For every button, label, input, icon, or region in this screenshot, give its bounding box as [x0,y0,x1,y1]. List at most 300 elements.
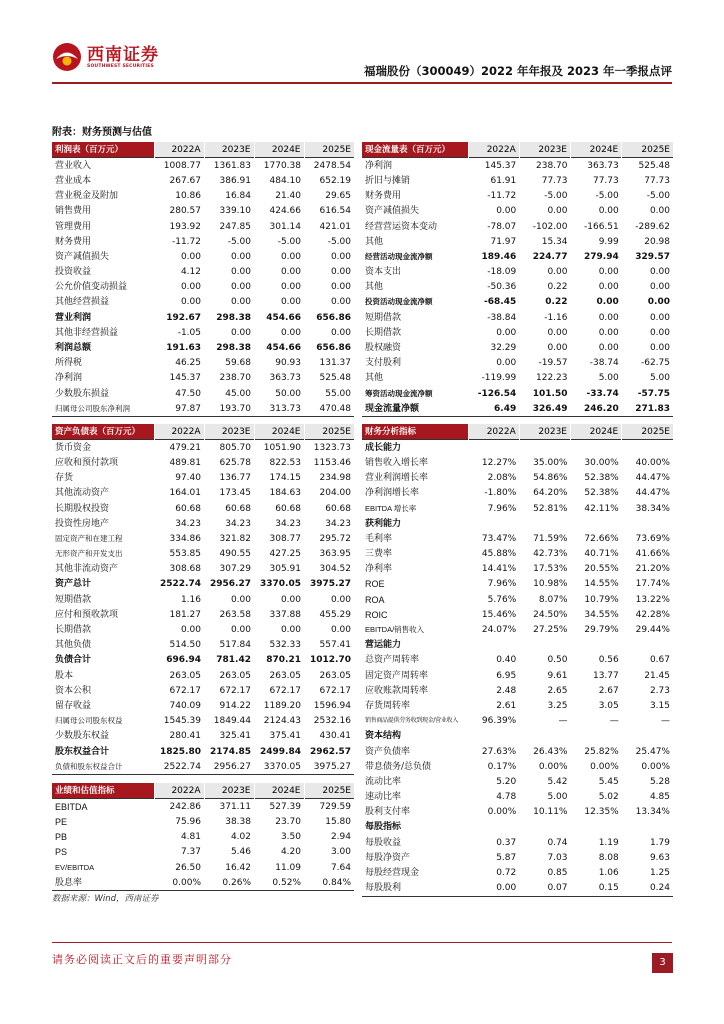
cell-value: 0.07 [519,881,570,897]
cell-value: 386.91 [219,175,251,186]
cell-value [468,638,519,653]
cell-value: -126.54 [477,388,517,399]
cell-value: -1.05 [177,327,201,338]
row-label: 短期借款 [365,312,402,323]
page-number: 3 [652,953,673,973]
cell-value: 0.00 [330,267,351,278]
row-label: 带息债务/总负债 [365,761,432,772]
cell-value: 914.22 [219,700,251,711]
report-title: 福瑞股份（300049）2022 年年报及 2023 年一季报点评 [363,64,672,78]
cell-value: 9.61 [547,670,568,681]
cell-value: 42.28% [635,609,670,620]
cell-value: 5.45 [598,776,619,787]
row-label: PE [55,816,68,827]
table-row [362,607,673,622]
cell-value: -5.00 [327,236,351,247]
cell-value: 224.77 [532,251,568,262]
row-label: 资产负债率 [365,746,411,757]
row-label: 流动比率 [365,776,402,787]
table-row [362,562,673,577]
cell-value: 0.00 [547,343,568,354]
column-header: 2023E [519,424,570,440]
table-row [52,310,354,325]
cell-value [622,638,673,653]
cell-value: 263.05 [219,670,251,681]
cell-value: 263.58 [219,609,251,620]
cell-value: 27.25% [533,625,568,636]
table-row [52,683,354,698]
cell-value: 34.23 [275,518,301,529]
cell-value: 4.81 [180,832,201,843]
cell-value: 321.82 [219,533,251,544]
table-row [362,173,673,188]
table-row [362,835,673,850]
column-header: 2025E [304,142,354,158]
table-row [52,295,354,310]
cell-value: 267.67 [169,175,201,186]
table-title: 资产负债表（百万元） [52,424,154,440]
cell-value: 0.37 [496,837,517,848]
cell-value: 672.17 [219,685,251,696]
cell-value: 263.05 [169,670,201,681]
cell-value: 532.33 [269,640,301,651]
cell-value: 0.00 [280,267,301,278]
cell-value: 0.00 [230,594,251,605]
cell-value: 7.96% [487,503,517,514]
cell-value: 0.00 [468,881,519,897]
cell-value: -38.84 [487,312,517,323]
row-label: 资产减值损失 [55,251,110,262]
cell-value: 164.01 [169,488,201,499]
row-label: ROE [365,579,385,590]
cell-value: 59.68 [225,358,251,369]
row-label: 经营营运资本变动 [365,221,438,232]
cell-value: 0.00 [649,282,670,293]
cell-value: 247.85 [219,221,251,232]
cell-value: 21.45 [644,670,670,681]
cell-value: 8.07% [538,594,568,605]
cell-value: 24.07% [481,625,517,636]
cell-value: -68.45 [484,297,517,308]
cell-value: 0.00 [180,251,201,262]
table-row [52,653,354,668]
table-row [362,371,673,386]
row-label: 其他 [365,282,384,293]
row-label: 其他 [365,373,384,384]
cell-value: -1.80% [484,488,517,499]
column-header: 2022A [154,142,204,158]
header-divider [52,82,672,84]
cell-value: 371.11 [204,799,254,815]
cell-value: 301.14 [269,221,301,232]
cell-value: 60.68 [175,503,201,514]
table-row [52,814,354,829]
cell-value: 263.05 [269,670,301,681]
row-label: 财务费用 [365,191,402,202]
cell-value: 672.17 [319,685,351,696]
cell-value: 0.84% [304,875,354,891]
table-row [362,547,673,562]
cell-value: 490.55 [219,549,251,560]
cell-value: 246.20 [571,401,622,417]
row-label: 毛利率 [365,533,393,544]
cell-value: -11.72 [171,236,201,247]
cell-value [571,729,622,744]
cell-value: 61.91 [490,175,517,186]
row-label: 营运能力 [365,640,402,651]
cell-value: 0.00 [330,251,351,262]
table-row [362,189,673,204]
balance-sheet-table [52,424,354,775]
cell-value: 5.00 [649,373,670,384]
cell-value [519,820,570,835]
row-label: 净利润 [55,373,83,384]
cell-value: 1189.20 [263,700,301,711]
cell-value: -166.51 [584,221,619,232]
cell-value: 454.66 [266,312,301,323]
cell-value: 0.00 [330,625,351,636]
cell-value: 5.00 [598,373,619,384]
cell-value: 27.63% [481,746,517,757]
cell-value: 271.83 [622,401,673,417]
cell-value: 4.02 [230,832,251,843]
cell-value: 652.19 [319,175,351,186]
table-row [362,577,673,592]
logo-name-cn: 西南证券 [87,44,159,65]
cell-value: 0.50 [547,655,568,666]
cell-value: 25.47% [635,746,670,757]
cell-value: 60.68 [325,503,351,514]
column-header: 2024E [254,783,304,799]
cell-value: 0.67 [649,655,670,666]
cell-value: 35.00% [533,457,568,468]
cell-value: 17.74% [635,579,670,590]
cell-value: 2.65 [547,685,568,696]
cell-value: 0.00 [598,343,619,354]
row-label: 投资收益 [55,267,92,278]
table-row [52,744,354,759]
column-header: 2023E [204,783,254,799]
table-row [362,759,673,774]
row-label: 每股净资产 [365,852,411,863]
table-row [362,850,673,865]
row-label: 销售收入增长率 [365,457,429,468]
cell-value: 47.50 [175,388,201,399]
row-label: 每股指标 [365,822,402,833]
table-row [52,401,354,417]
cell-value: 0.00 [649,267,670,278]
row-label: 净利率 [365,564,393,575]
cell-value: 0.00 [598,282,619,293]
cell-value: 44.47% [635,473,670,484]
cell-value: 13.77 [592,670,619,681]
row-label: 长期借款 [55,625,92,636]
cell-value: 0.00% [538,761,568,772]
cell-value: 3975.27 [304,759,354,775]
table-row [52,562,354,577]
column-header: 2023E [204,142,254,158]
cell-value: 0.72 [496,868,517,879]
income-statement-table [52,142,354,417]
table-row [52,234,354,249]
table-header-row [362,142,673,158]
cell-value: 73.69% [635,533,670,544]
cell-value: 9.99 [598,236,619,247]
cell-value: 5.46 [230,847,251,858]
row-label: 其他负债 [55,640,92,651]
cell-value: 6.49 [468,401,519,417]
cell-value: 455.29 [319,609,351,620]
row-label: 投资活动现金流净额 [365,297,433,307]
table-row [52,799,354,815]
cell-value: 90.93 [275,358,301,369]
cell-value: 71.59% [533,533,568,544]
row-label: 销售商品提供劳务收到现金/营业收入 [365,717,458,725]
cell-value: 2522.74 [160,579,201,590]
cell-value: 0.00 [280,297,301,308]
table-row [52,668,354,683]
cell-value: 1012.70 [310,655,351,666]
table-row [362,744,673,759]
column-header: 2025E [304,783,354,799]
row-label: 其他经营损益 [55,297,110,308]
row-label: 总资产周转率 [365,655,420,666]
cell-value: 52.38% [584,488,619,499]
cell-value: 29.65 [325,191,351,202]
cell-value: 5.76% [487,594,517,605]
cell-value: 29.79% [584,625,619,636]
table-row [362,356,673,371]
table-title: 业绩和估值指标 [52,783,154,799]
cell-value: 308.77 [269,533,301,544]
row-label: 留存收益 [55,700,92,711]
table-row [362,158,673,174]
cell-value: 10.79% [584,594,619,605]
cell-value [622,729,673,744]
cell-value: 0.17% [487,761,517,772]
row-label: 获利能力 [365,518,402,529]
column-header: 2024E [254,142,304,158]
cell-value: 0.00 [230,251,251,262]
cell-value: 0.74 [547,837,568,848]
cell-value: 131.37 [319,358,351,369]
cell-value [571,440,622,456]
row-label: 现金流量净额 [362,401,468,417]
cell-value: 17.53% [533,564,568,575]
cell-value: 77.73 [541,175,568,186]
table-row [362,805,673,820]
table-row [52,189,354,204]
cell-value: 553.85 [169,549,201,560]
cell-value: 8.08 [598,852,619,863]
table-row [52,875,354,891]
cell-value: 5.42 [547,776,568,787]
table-row [52,577,354,592]
cell-value: 14.41% [481,564,517,575]
cell-value: 427.25 [269,549,301,560]
table-title: 现金流量表（百万元） [362,142,468,158]
cell-value: 0.00 [547,206,568,217]
row-label: 其他 [365,236,384,247]
table-row [52,830,354,845]
row-label: 公允价值变动损益 [55,282,128,293]
table-row [362,638,673,653]
cell-value: 805.70 [204,440,254,456]
cell-value: 5.87 [496,852,517,863]
cell-value: 192.67 [166,312,201,323]
cell-value [519,516,570,531]
cell-value: 0.00 [598,312,619,323]
table-row [362,265,673,280]
cell-value: 0.56 [598,655,619,666]
cell-value: 1153.46 [313,457,351,468]
row-label: 长期股权投资 [55,503,110,514]
cell-value: 30.00% [584,457,619,468]
cell-value: 44.47% [635,488,670,499]
cell-value: 672.17 [269,685,301,696]
cell-value: 0.00 [230,267,251,278]
cell-value: 16.84 [225,191,251,202]
cell-value [571,638,622,653]
cell-value: -5.00 [595,191,619,202]
table-row [362,820,673,835]
cell-value: 2.61 [496,700,517,711]
cell-value: 3.15 [649,700,670,711]
table-title: 利润表（百万元） [52,142,154,158]
cell-value: 2478.54 [304,158,354,174]
table-row [52,173,354,188]
cell-value: 1008.77 [154,158,204,174]
cell-value: 60.68 [225,503,251,514]
cell-value: 298.38 [216,343,251,354]
table-row [362,340,673,355]
table-row [52,440,354,456]
cell-value: 0.00 [330,327,351,338]
cell-value: -1.16 [544,312,568,323]
cell-value: 1.16 [180,594,201,605]
table-row [362,325,673,340]
cell-value: 12.35% [584,807,619,818]
table-row [362,653,673,668]
cell-value [468,820,519,835]
cell-value: 656.86 [316,343,351,354]
cell-value: 4.12 [180,267,201,278]
cell-value: 280.41 [169,731,201,742]
column-header: 2022A [468,142,519,158]
cell-value: -5.00 [227,236,251,247]
cell-value: 337.88 [269,609,301,620]
cell-value: 308.68 [169,564,201,575]
cell-value: 517.84 [219,640,251,651]
cell-value: 0.00 [230,327,251,338]
cell-value: 122.23 [536,373,568,384]
cell-value: 3.25 [547,700,568,711]
cell-value: 181.27 [169,609,201,620]
cell-value: 421.01 [319,221,351,232]
table-row [362,295,673,310]
cell-value: 184.63 [269,488,301,499]
cell-value: 5.20 [496,776,517,787]
table-row [52,158,354,174]
cell-value: 38.38 [225,816,251,827]
cell-value: 234.98 [319,473,351,484]
row-label: 营业收入 [52,158,154,174]
table-header-row [52,424,354,440]
cell-value: 189.46 [481,251,517,262]
cell-value: 2962.57 [310,746,351,757]
row-label: EBITDA 增长率 [365,503,417,513]
table-row [362,219,673,234]
cell-value: 42.73% [533,549,568,560]
table-row [362,401,673,417]
row-label: 股利支付率 [365,807,411,818]
cell-value [571,516,622,531]
cell-value: 0.00 [649,327,670,338]
cell-value: -102.00 [532,221,568,232]
cell-value [519,440,570,456]
cell-value: 97.40 [175,473,201,484]
cell-value: 97.87 [154,401,204,417]
cell-value: 7.03 [547,852,568,863]
cell-value: 672.17 [169,685,201,696]
cell-value: 0.00% [641,761,670,772]
cell-value: 616.54 [319,206,351,217]
cell-value: -5.00 [277,236,301,247]
row-label: 其他非流动资产 [55,564,119,575]
cell-value: 1.06 [598,868,619,879]
table-row [362,531,673,546]
table-row [362,881,673,897]
cell-value: -5.00 [544,191,568,202]
cell-value: -289.62 [635,221,670,232]
cell-value: 12.27% [481,457,517,468]
row-label: 三费率 [365,549,393,560]
cell-value: 375.41 [269,731,301,742]
cell-value: 0.00 [180,282,201,293]
cell-value: 430.41 [319,731,351,742]
table-row [52,471,354,486]
cell-value: 145.37 [468,158,519,174]
row-label: 其他流动资产 [55,488,110,499]
cell-value: 24.50% [533,609,568,620]
table-row [52,622,354,637]
cell-value: 870.21 [266,655,301,666]
cell-value: 1.19 [598,837,619,848]
column-header: 2024E [571,142,622,158]
cell-value: 10.11% [533,807,568,818]
row-label: 长期借款 [365,327,402,338]
table-header-row [52,783,354,799]
cell-value: 0.00 [230,625,251,636]
cell-value: 1596.94 [313,700,351,711]
cell-value: 101.50 [532,388,568,399]
source-note: 数据来源：Wind，西南证券 [52,894,159,904]
table-row [52,714,354,729]
cell-value: 45.00 [225,388,251,399]
table-row [362,865,673,880]
cell-value: 740.09 [169,700,201,711]
row-label: 归属母公司股东净利润 [52,401,154,417]
cell-value: 52.81% [533,503,568,514]
cell-value: 0.00 [598,206,619,217]
column-header: 2022A [154,783,204,799]
row-label: EBITDA [52,799,154,815]
cell-value: 50.00 [275,388,301,399]
cell-value: 34.23 [325,518,351,529]
cell-value: 191.63 [166,343,201,354]
row-label: 股东权益合计 [55,746,110,757]
cell-value: 6.95 [496,670,517,681]
